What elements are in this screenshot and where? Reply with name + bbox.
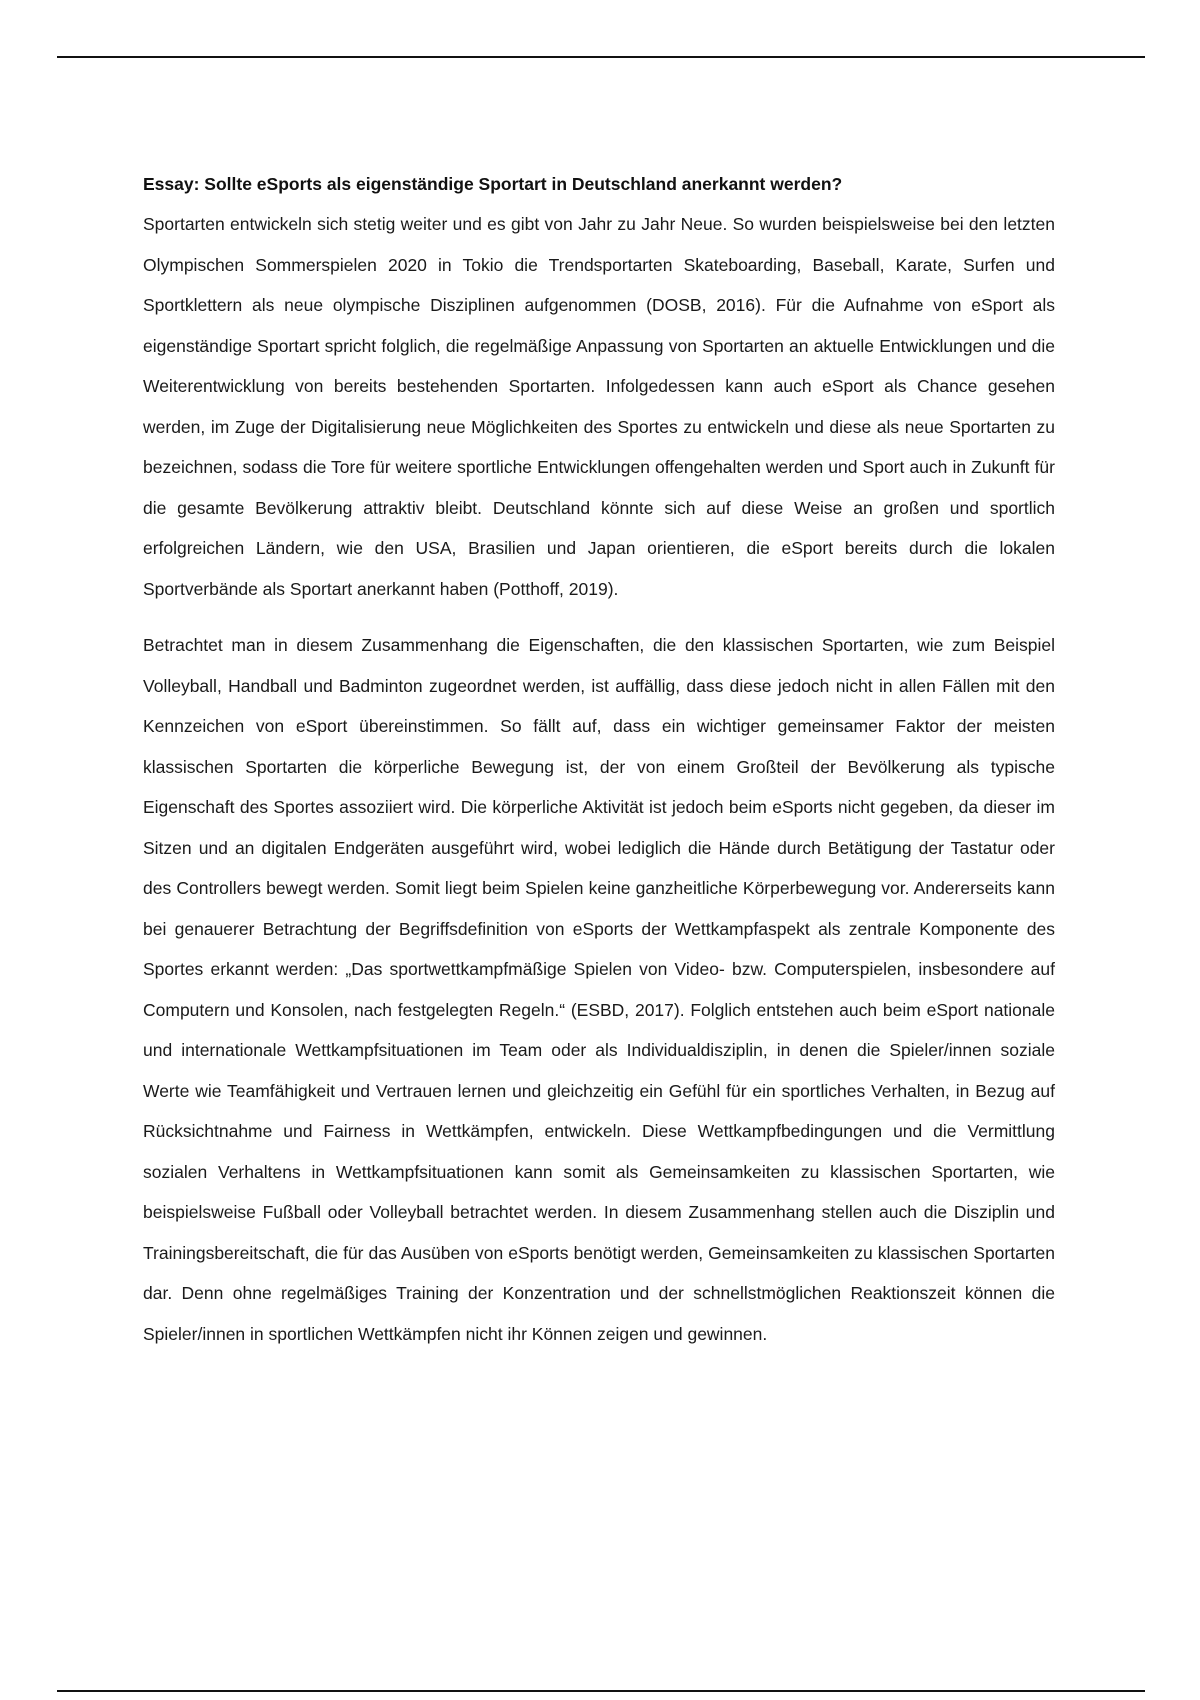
essay-title: Essay: Sollte eSports als eigenständige Sportart in Deutschland anerkannt werden? bbox=[143, 174, 843, 194]
paragraph-1: Sportarten entwickeln sich stetig weiter und es gibt von Jahr zu Jahr Neue. So wurden beispielsweise bei den letzten Olympischen Sommerspielen 2020 in Tokio die Trendsportarten Skateboarding, Baseball, Karate, Surfen und Sportklettern als neue olympische Disziplinen aufgenommen (DOSB, 2016). Für die Aufnahme von eSport als eigenständige Sportart spricht folglich, die regelmäßige Anpassung von Sportarten an aktuelle Entwicklungen und die Weiterentwicklung von bereits bestehenden Sportarten. Infolgedessen kann auch eSport als Chance gesehen werden, im Zuge der Digitalisierung neue Möglichkeiten des Sportes zu entwickeln und diese als neue Sportarten zu bezeichnen, sodass die Tore für weitere sportliche Entwicklungen offengehalten werden und Sport auch in Zukunft für die gesamte Bevölkerung attraktiv bleibt. Deutschland könnte sich auf diese Weise an großen und sportlich erfolgreichen Ländern, wie den USA, Brasilien und Japan orientieren, die eSport bereits durch die lokalen Sportverbände als Sportart anerkannt haben (Potthoff, 2019). bbox=[143, 214, 1055, 599]
document-body bbox=[143, 170, 1055, 1370]
paragraph-2: Betrachtet man in diesem Zusammenhang die Eigenschaften, die den klassischen Sportarten, wie zum Beispiel Volleyball, Handball und Badminton zugeordnet werden, ist auffällig, dass diese jedoch nicht in allen Fällen mit den Kennzeichen von eSport übereinstimmen. So fällt auf, dass ein wichtiger gemeinsamer Faktor der meisten klassischen Sportarten die körperliche Bewegung ist, der von einem Großteil der Bevölkerung als typische Eigenschaft des Sportes assoziiert wird. Die körperliche Aktivität ist jedoch beim eSports nicht gegeben, da dieser im Sitzen und an digitalen Endgeräten ausgeführt wird, wobei lediglich die Hände durch Betätigung der Tastatur oder des Controllers bewegt werden. Somit liegt beim Spielen keine ganzheitliche Körperbewegung vor. Andererseits kann bei genauerer Betrachtung der Begriffsdefinition von eSports der Wettkampfaspekt als zentrale Komponente des Sportes erkannt werden: „Das sportwettkampfmäßige Spielen von Video- bzw. Computerspielen, insbesondere auf Computern und Konsolen, nach festgelegten Regeln.“ (ESBD, 2017). Folglich entstehen auch beim eSport nationale und internationale Wettkampfsituationen im Team oder als Individualdisziplin, in denen die Spieler/innen soziale Werte wie Teamfähigkeit und Vertrauen lernen und gleichzeitig ein Gefühl für ein sportliches Verhalten, in Bezug auf Rücksichtnahme und Fairness in Wettkämpfen, entwickeln. Diese Wettkampfbedingungen und die Vermittlung sozialen Verhaltens in Wettkampfsituationen kann somit als Gemeinsamkeiten zu klassischen Sportarten, wie beispielsweise Fußball oder Volleyball betrachtet werden. In diesem Zusammenhang stellen auch die Disziplin und Trainingsbereitschaft, die für das Ausüben von eSports benötigt werden, Gemeinsamkeiten zu klassischen Sportarten dar. Denn ohne regelmäßiges Training der Konzentration und der schnellstmöglichen Reaktionszeit können die Spieler/innen in sportlichen Wettkämpfen nicht ihr Können zeigen und gewinnen. bbox=[143, 635, 1055, 1344]
footer-rule bbox=[57, 1690, 1145, 1692]
header-rule bbox=[57, 56, 1145, 58]
